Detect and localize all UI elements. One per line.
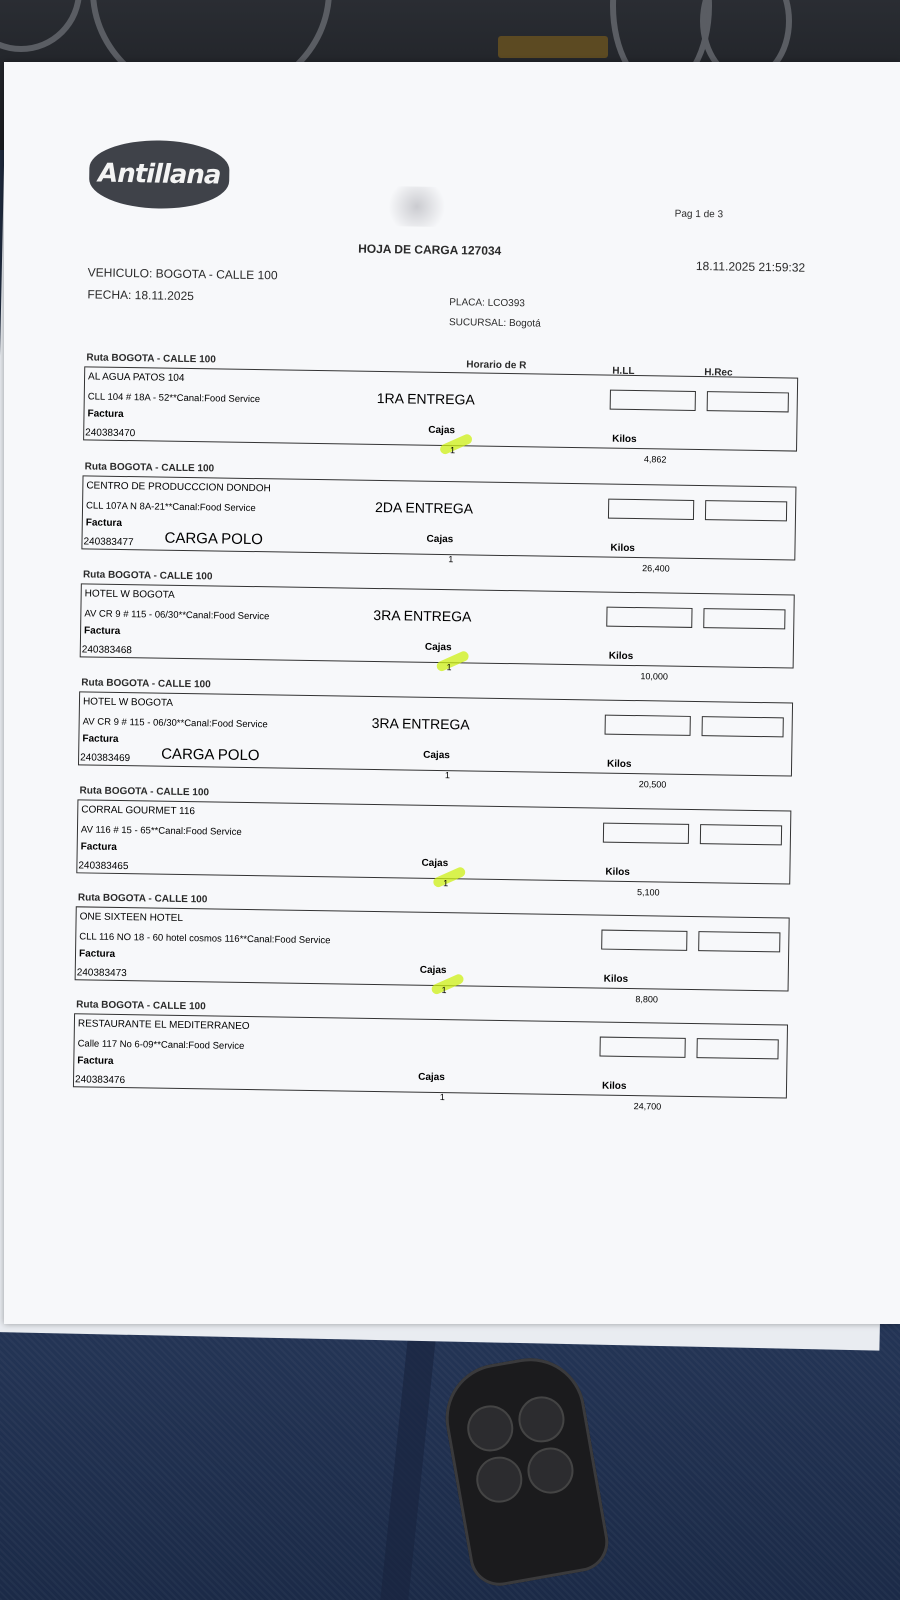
hrec-time-box [698,931,780,952]
hll-time-box [599,1037,685,1058]
cajas-value: 1 [439,1092,445,1103]
invoice-number: 240383468 [81,644,132,657]
delivery-order-note: 3RA ENTREGA [371,714,470,733]
hrec-time-box [705,500,787,521]
invoice-number: 240383476 [74,1074,126,1087]
kilos-value: 10,000 [640,671,669,682]
page-number: Pag 1 de 3 [674,208,724,221]
highlighter-mark [435,650,470,673]
cajas-label: Cajas [421,857,449,870]
cargo-note: CARGA POLO [161,745,260,765]
customer-address: CLL 107A N 8A-21**Canal:Food Service [85,500,256,515]
hll-time-box [606,607,692,628]
cajas-label: Cajas [419,964,447,977]
delivery-order-note: 3RA ENTREGA [373,606,472,625]
delivery-entry [81,475,796,574]
customer-address: CLL 104 # 18A - 52**Canal:Food Service [87,391,261,406]
column-hll: H.LL [612,365,635,378]
customer-address: AV 116 # 15 - 65**Canal:Food Service [80,824,242,838]
factura-label: Factura [85,517,123,529]
key-button [515,1393,568,1446]
print-timestamp: 18.11.2025 21:59:32 [695,258,806,275]
route-label: Ruta BOGOTA - CALLE 100 [82,569,213,583]
cajas-value: 1 [448,554,454,565]
antillana-logo [89,139,230,209]
delivery-entry [78,691,793,790]
jeans-background [0,1320,900,1600]
customer-name: CORRAL GOURMET 116 [81,804,196,818]
customer-name: AL AGUA PATOS 104 [88,371,185,384]
highlighter-mark [439,433,474,456]
route-label: Ruta BOGOTA - CALLE 100 [84,461,215,475]
hll-time-box [610,390,696,411]
kilos-label: Kilos [605,866,630,878]
highlighter-mark [432,866,467,889]
kilos-label: Kilos [601,1080,627,1092]
delivery-order-note: 2DA ENTREGA [374,498,474,517]
key-button [524,1444,577,1497]
highlighter-mark [430,973,465,996]
kilos-value: 24,700 [633,1101,662,1112]
delivery-entry [80,583,795,682]
customer-address: AV CR 9 # 115 - 06/30**Canal:Food Service [82,716,268,731]
invoice-number: 240383465 [78,860,129,873]
delivery-entry [76,799,791,898]
cajas-label: Cajas [426,533,454,546]
kilos-label: Kilos [603,973,629,985]
cargo-note: CARGA POLO [164,529,264,549]
hrec-time-box [703,608,785,629]
delivery-entry [73,1013,788,1112]
customer-address: CLL 116 NO 18 - 60 hotel cosmos 116**Canal:Food Service [79,931,331,947]
cajas-label: Cajas [424,641,452,654]
hll-time-box [608,499,694,520]
factura-label: Factura [78,948,116,960]
route-label: Ruta BOGOTA - CALLE 100 [79,785,210,799]
invoice-number: 240383477 [83,536,134,549]
invoice-number: 240383473 [76,967,127,980]
route-label: Ruta BOGOTA - CALLE 100 [86,352,216,366]
customer-name: ONE SIXTEEN HOTEL [79,911,184,924]
cajas-value: 1 [443,878,449,889]
factura-label: Factura [84,625,121,637]
key-button [473,1453,526,1506]
logo-text: Antillana [97,158,221,191]
kilos-label: Kilos [610,542,636,555]
route-label: Ruta BOGOTA - CALLE 100 [76,999,206,1013]
invoice-number: 240383469 [80,752,131,765]
branch-label: SUCURSAL: Bogotá [448,317,541,330]
customer-address: Calle 117 No 6-09**Canal:Food Service [77,1038,245,1052]
vehicle-label: VEHICULO: BOGOTA - CALLE 100 [87,265,278,283]
cajas-value: 1 [446,662,452,673]
date-label: FECHA: 18.11.2025 [87,287,194,304]
factura-label: Factura [87,408,124,420]
customer-name: HOTEL W BOGOTA [82,696,174,709]
kilos-value: 8,800 [635,994,658,1005]
plate-label: PLACA: LCO393 [449,297,525,310]
customer-name: HOTEL W BOGOTA [84,588,175,601]
delivery-entry [75,906,790,1005]
customer-name: RESTAURANTE EL MEDITERRANEO [77,1018,250,1033]
cajas-value: 1 [449,445,456,456]
document-title: HOJA DE CARGA 127034 [358,241,502,258]
hll-time-box [603,823,689,844]
paper-crumple [381,186,452,227]
kilos-label: Kilos [612,433,637,446]
key-button [464,1402,517,1455]
kilos-label: Kilos [606,758,632,771]
cajas-label: Cajas [418,1071,445,1084]
factura-label: Factura [82,733,119,745]
factura-label: Factura [80,841,117,853]
hrec-time-box [700,824,782,845]
customer-name: CENTRO DE PRODUCCCION DONDOH [86,480,271,495]
customer-address: AV CR 9 # 115 - 06/30**Canal:Food Service [84,608,270,623]
hll-time-box [601,930,687,951]
delivery-order-note: 1RA ENTREGA [376,389,475,408]
route-label: Ruta BOGOTA - CALLE 100 [77,892,208,906]
factura-label: Factura [77,1055,114,1067]
column-hrec: H.Rec [704,367,733,379]
kilos-label: Kilos [608,650,634,663]
hrec-time-box [696,1038,778,1059]
cajas-label: Cajas [428,424,456,437]
kilos-value: 5,100 [636,887,660,898]
kilos-value: 4,862 [643,454,667,465]
column-horario: Horario de R [466,359,527,372]
cajas-value: 1 [441,985,447,996]
delivery-entry [83,366,798,465]
hrec-time-box [707,391,789,412]
route-label: Ruta BOGOTA - CALLE 100 [81,677,211,691]
hll-time-box [605,715,691,736]
cajas-value: 1 [444,770,450,781]
kilos-value: 26,400 [642,563,670,574]
kilos-value: 20,500 [638,779,667,790]
hrec-time-box [702,716,784,737]
cajas-label: Cajas [423,749,450,762]
invoice-number: 240383470 [85,427,136,440]
